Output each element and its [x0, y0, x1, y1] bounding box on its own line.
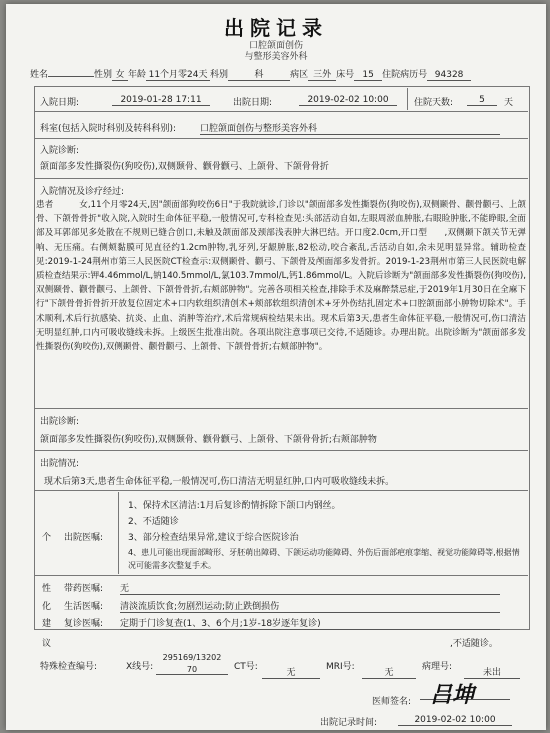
- divider: [34, 138, 528, 139]
- advice-item-4: 4、患儿可能出现面部畸形、牙胚萌出障碍、下颌运动功能障碍、外伤后面部疤痕挛缩、视觉功能障碍等,根据情况可能需多次整复手术。: [128, 548, 520, 570]
- admit-date-value: 2019-01-28 17:11: [112, 95, 210, 106]
- discharge-diagnosis-value: 颌面部多发性撕裂伤(狗咬伤),双侧颞骨、颧骨颧弓、上颌骨、下颌骨骨折;右颊部肿物: [40, 435, 377, 445]
- advice-item-3: 3、部分检查结果异常,建议于综合医院诊治: [128, 533, 299, 543]
- dept-value: 科: [228, 67, 290, 81]
- ct-value: 无: [262, 665, 320, 679]
- discharge-status-label: 出院情况:: [40, 459, 80, 469]
- xray-label: X线号:: [126, 662, 154, 672]
- revisit-value: 定期于门诊复查(1、3、6个月;1岁-18岁逐年复诊): [120, 616, 500, 630]
- divider: [34, 408, 528, 409]
- admission-diagnosis-label: 入院诊断:: [40, 146, 80, 156]
- bed-value: 15: [354, 70, 382, 81]
- patient-info-row: [30, 67, 471, 81]
- column-divider: [407, 88, 408, 110]
- divider: [34, 111, 528, 112]
- discharge-date-label: 出院日期:: [233, 98, 273, 108]
- days-label: 住院天数:: [414, 98, 454, 108]
- admit-date-label: 入院日期:: [40, 98, 80, 108]
- divider: [34, 450, 528, 451]
- divider: [34, 490, 528, 491]
- name-label: 姓名: [30, 70, 49, 80]
- department-line-2: 与整形美容外科: [244, 52, 308, 62]
- record-time-value: 2019-02-02 10:00: [398, 715, 512, 726]
- dept-label: 科别: [210, 70, 229, 80]
- age-value: 11个月零24天: [146, 67, 210, 81]
- dept-history-label: 科室(包括入院时科别及转科科别):: [40, 124, 177, 134]
- meds-value: 无: [120, 581, 500, 595]
- page-title: 出院记录: [224, 16, 328, 40]
- side-char-2: 性: [42, 584, 52, 594]
- record-label: 住院病历号: [382, 70, 428, 80]
- side-char-4: 建: [42, 619, 52, 629]
- name-value-redacted: [48, 76, 94, 77]
- signature-label: 医师签名:: [372, 697, 412, 707]
- xray-value-line-1: 295169/13202: [162, 653, 222, 662]
- age-label: 年龄: [128, 70, 147, 80]
- exam-label: 特殊检查编号:: [40, 662, 98, 672]
- xray-value-line-2: 70: [156, 665, 228, 675]
- department-line-1: 口腔颌面创伤: [248, 41, 303, 51]
- meds-label: 带药医嘱:: [64, 584, 104, 594]
- discharge-date-value: 2019-02-02 10:00: [299, 95, 397, 106]
- course-text: 患者 女,11个月零24天,因"颌面部狗咬伤6日"于我院就诊,门诊以"颌面部多发性撕裂伤(狗咬伤),双侧颞骨、颧骨颧弓、上颌骨、下颌骨骨折"收入院,入院时生命体征平稳,一般情况可,专科检查见:头部活动自如,左眼周淤血肿胀,右眼睑肿胀,不能睁眼,全面部及耳郭部见多处散在不规则已缝合创口,未触及颌面部及颈部浅表肿大淋巴结。开口度2.0cm,开口型 ,双侧颞下颌关节无弹响、无压痛。右侧颊黏膜可见直径约1.2cm肿物,乳牙列,牙龈肿胀,82松动,咬合紊乱,舌活动自如,余未见明显异常。辅助检查见:2019-1-24荆州市第三人民医院CT检查示:双侧颞骨、颧弓、下颌骨及颅面部多发骨折。2019-1-23荆州市第三人民医院电解质检查结果示:钾4.46mmol/L,钠140.5mmol/L,氯103.7mmol/L,钙1.86mmol/L。入院后诊断为"颌面部多发性撕裂伤(狗咬伤),双侧颞骨、颧骨颧弓、上颌骨、下颌骨骨折,右颊部肿物"。完善各项相关检查,排除手术及麻醉禁忌症,于2019年1月30日在全麻下行"下颌骨骨折骨折开放复位固定术+口内软组织清创术+颊部软组织清创术+牙外伤结扎固定术+口腔颌面部小肿物切除术"。手术顺利,术后行抗感染、抗炎、止血、消肿等治疗,术后常规病检结果未出。现术后第3天,患者生命体征平稳,一般情况可,伤口清洁无明显红肿,口内可吸收缝线未拆。上级医生批准出院。各项出院注意事项已交待,不适随诊。办理出院。出院诊断为"颌面部多发性撕裂伤(狗咬伤),双侧颞骨、颧骨颧弓、上颌骨、下颌骨骨折;右颊部肿物"。: [36, 200, 526, 353]
- discharge-status-value: 现术后第3天,患者生命体征平稳,一般情况可,伤口清洁无明显红肿,口内可吸收缝线未拆。: [44, 477, 395, 487]
- pathology-label: 病理号:: [422, 662, 453, 672]
- admission-diagnosis-value: 颌面部多发性撕裂伤(狗咬伤),双侧颞骨、颧骨颧弓、上颌骨、下颌骨骨折: [40, 162, 329, 172]
- divider: [34, 575, 528, 576]
- days-value: 5: [467, 95, 497, 106]
- mri-value: 无: [362, 665, 416, 679]
- side-char-1: 个: [42, 533, 52, 543]
- sex-label: 性别: [94, 70, 113, 80]
- revisit-label: 复诊医嘱:: [64, 619, 104, 629]
- days-unit: 天: [504, 98, 514, 108]
- record-value: 94328: [427, 70, 471, 81]
- divider: [34, 178, 528, 179]
- dept-history-value: 口腔颌面创伤与整形美容外科: [200, 121, 500, 135]
- advice-item-2: 2、不适随诊: [128, 517, 179, 527]
- bed-label: 床号: [336, 70, 355, 80]
- discharge-diagnosis-label: 出院诊断:: [40, 417, 80, 427]
- side-char-5: 议: [42, 639, 52, 649]
- life-label: 生活医嘱:: [64, 602, 104, 612]
- ward-label: 病区: [290, 70, 309, 80]
- life-value: 清淡流质饮食;勿剧烈运动;防止跌倒损伤: [120, 599, 500, 613]
- pathology-value: 未出: [464, 665, 520, 679]
- advice-item-1: 1、保持术区清洁:1月后复诊酌情拆除下颌口内钢丝。: [128, 501, 341, 511]
- course-label: 入院情况及诊疗经过:: [40, 187, 125, 197]
- ct-label: CT号:: [234, 662, 258, 672]
- discharge-record-page: [6, 4, 546, 730]
- side-char-3: 化: [42, 602, 52, 612]
- advice-footer-note: ,不适随诊。: [450, 639, 498, 649]
- column-divider: [118, 492, 119, 574]
- advice-section-label: 出院医嘱:: [64, 533, 104, 543]
- ward-value: 三外: [308, 67, 336, 81]
- record-time-label: 出院记录时间:: [320, 718, 378, 728]
- sex-value: 女: [112, 67, 128, 81]
- mri-label: MRI号:: [326, 662, 355, 672]
- doctor-signature: 吕坤: [430, 682, 475, 708]
